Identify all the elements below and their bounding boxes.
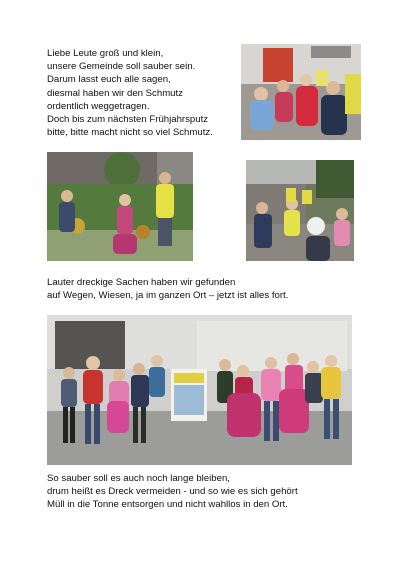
stanza-3-line: So sauber soll es auch noch lange bleiben,	[47, 473, 230, 484]
stanza-2	[47, 276, 288, 302]
stanza-2-line: Lauter dreckige Sachen haben wir gefunden	[47, 277, 236, 288]
stanza-1-line: Doch bis zum nächsten Frühjahrsputz	[47, 114, 209, 126]
photo-group-with-trash-bags	[47, 315, 352, 465]
photo-children-in-garden	[47, 152, 193, 261]
photo-children-at-entrance	[241, 44, 361, 140]
stanza-1-line: bitte, bitte macht nicht so viel Schmutz.	[47, 127, 213, 139]
stanza-1-line: unsere Gemeinde soll sauber sein.	[47, 61, 196, 73]
stanza-1-line: Liebe Leute groß und klein,	[47, 48, 164, 59]
stanza-1-line: ordentlich weggetragen.	[47, 100, 150, 112]
photo-children-on-street	[246, 160, 354, 261]
stanza-3-line: drum heißt es Dreck vermeiden - und so wie es sich gehört	[47, 486, 298, 498]
stanza-1	[47, 47, 213, 139]
stanza-1-line: Darum lasst euch alle sagen,	[47, 74, 171, 86]
stanza-2-line: auf Wegen, Wiesen, ja im ganzen Ort – jetzt ist alles fort.	[47, 290, 289, 302]
stanza-3-line: Müll in die Tonne entsorgen und nicht wahllos in den Ort.	[47, 499, 288, 511]
stanza-3	[47, 472, 298, 512]
stanza-1-line: diesmal haben wir den Schmutz	[47, 87, 183, 99]
